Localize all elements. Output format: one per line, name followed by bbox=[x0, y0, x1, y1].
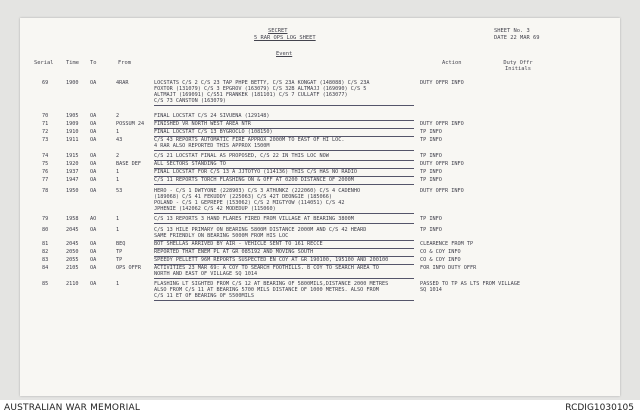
serial-cell: 80 bbox=[42, 227, 49, 233]
serial-cell: 76 bbox=[42, 169, 49, 175]
serial-cell: 72 bbox=[42, 129, 49, 135]
from-cell: TP bbox=[116, 257, 123, 263]
time-cell: 2050 bbox=[66, 249, 79, 255]
from-cell: 1 bbox=[116, 169, 120, 175]
from-cell: 1 bbox=[116, 129, 120, 135]
event-cell bbox=[154, 265, 379, 277]
event-line: FINISHED VR NORTH WEST AREA NTR bbox=[154, 121, 251, 127]
column-header-time: Time bbox=[66, 60, 79, 66]
sheet-date: DATE 22 MAR 69 bbox=[494, 35, 540, 41]
from-cell: 2 bbox=[116, 113, 120, 119]
event-cell bbox=[154, 188, 360, 212]
from-cell: 1 bbox=[116, 281, 120, 287]
time-cell: 2110 bbox=[66, 281, 79, 287]
from-cell: 1 bbox=[116, 227, 120, 233]
event-cell bbox=[154, 169, 357, 175]
to-cell: OA bbox=[90, 249, 97, 255]
entry-underline bbox=[154, 184, 414, 185]
archive-reference: RCDIG1030105 bbox=[565, 403, 634, 413]
event-line: 4 RAR ALSO REPORTED THIS APPROX 1500M bbox=[154, 143, 270, 149]
sheet-number: SHEET No. 3 bbox=[494, 28, 530, 34]
time-cell: 1911 bbox=[66, 137, 79, 143]
event-line: SPEEDY PELLETT 96M REPORTS SUSPECTED EN COY AT GR 190100, 195100 AND 200100 bbox=[154, 257, 389, 263]
to-cell: OA bbox=[90, 80, 97, 86]
action-cell: DUTY OFFR INFO bbox=[420, 188, 464, 194]
event-line: ALSO FROM C/S 11 AT BEARING 5700 MILS DISTANCE OF 1000 METRES. ALSO FROM bbox=[154, 287, 379, 293]
event-line: C/S 43 REPORTS AUTOMATIC FIRE APPROX 2000M TO EAST OF HI LOC. bbox=[154, 137, 345, 143]
event-cell bbox=[154, 216, 354, 222]
action-cell: DUTY OFFR INFO bbox=[420, 80, 464, 86]
event-line: C/S 13 REPORTS 3 HAND FLARES FIRED FROM VILLAGE AT BEARING 3800M bbox=[154, 216, 354, 222]
event-line: JPHENIE (142062 C/S 42 MODEDUP (115060) bbox=[154, 206, 276, 212]
action-cell: TP INFO bbox=[420, 129, 442, 135]
to-cell: AO bbox=[90, 216, 97, 222]
serial-cell: 85 bbox=[42, 281, 49, 287]
archive-footer bbox=[0, 400, 640, 417]
from-cell: 4RAR bbox=[116, 80, 129, 86]
to-cell: OA bbox=[90, 153, 97, 159]
action-cell: CLEARENCE FROM TP bbox=[420, 241, 474, 247]
action-cell: TP INFO bbox=[420, 137, 442, 143]
time-cell: 1900 bbox=[66, 80, 79, 86]
action-cell: DUTY OFFR INFO bbox=[420, 121, 464, 127]
serial-cell: 84 bbox=[42, 265, 49, 271]
event-line: C/S 11 REPORTS TORCH FLASHING ON & OFF AT 0200 DISTANCE OF 2000M bbox=[154, 177, 354, 183]
event-cell bbox=[154, 281, 388, 299]
time-cell: 1909 bbox=[66, 121, 79, 127]
to-cell: OA bbox=[90, 257, 97, 263]
time-cell: 1947 bbox=[66, 177, 79, 183]
time-cell: 1910 bbox=[66, 129, 79, 135]
action-cell: CO & COY INFO bbox=[420, 257, 461, 263]
event-cell bbox=[154, 241, 323, 247]
column-header-initials: Duty Offr Initials bbox=[503, 60, 533, 72]
to-cell: OA bbox=[90, 265, 97, 271]
time-cell: 1915 bbox=[66, 153, 79, 159]
event-line: SAME FRIENDLY ON BEARING 5000M FROM HIS LOC bbox=[154, 233, 289, 239]
event-line: (189068) C/S 41 FEKUDDY (225063) C/S 42T DEONGIE (185066) bbox=[154, 194, 333, 200]
event-cell bbox=[154, 257, 388, 263]
entry-underline bbox=[154, 150, 414, 151]
to-cell: OA bbox=[90, 121, 97, 127]
column-header-serial: Serial bbox=[34, 60, 54, 66]
time-cell: 2055 bbox=[66, 257, 79, 263]
serial-cell: 69 bbox=[42, 80, 49, 86]
to-cell: OA bbox=[90, 161, 97, 167]
serial-cell: 71 bbox=[42, 121, 49, 127]
event-cell bbox=[154, 80, 370, 104]
time-cell: 1920 bbox=[66, 161, 79, 167]
from-cell: 43 bbox=[116, 137, 123, 143]
action-cell: FOR INFO DUTY OFFR bbox=[420, 265, 477, 271]
from-cell: 2 bbox=[116, 153, 120, 159]
event-cell bbox=[154, 177, 354, 183]
time-cell: 1950 bbox=[66, 188, 79, 194]
time-cell: 2105 bbox=[66, 265, 79, 271]
log-sheet bbox=[20, 18, 620, 396]
serial-cell: 82 bbox=[42, 249, 49, 255]
event-line: ALTMAJT (169091) C/S51 FRANKEK (181101) C/S 7 CULLATF (163077) bbox=[154, 92, 348, 98]
action-cell: TP INFO bbox=[420, 169, 442, 175]
event-cell bbox=[154, 249, 313, 255]
event-line: REPORTED THAT ENEM PL AT GR 085192 AND MOVING SOUTH bbox=[154, 249, 314, 255]
unit-title: 5 RAR OPS LOG SHEET bbox=[254, 35, 316, 41]
serial-cell: 78 bbox=[42, 188, 49, 194]
to-cell: OA bbox=[90, 137, 97, 143]
from-cell: 1 bbox=[116, 177, 120, 183]
serial-cell: 81 bbox=[42, 241, 49, 247]
from-cell: BASE DEF bbox=[116, 161, 141, 167]
column-header-event: Event bbox=[276, 51, 293, 57]
event-line: FINAL LOCSTAT C/S 13 BYGROCLO (108150) bbox=[154, 129, 273, 135]
entry-underline bbox=[154, 223, 414, 224]
event-line: C/S 21 LOCSTAT FINAL AS PROPOSED, C/S 22 IN THIS LOC NOW bbox=[154, 153, 329, 159]
entry-underline bbox=[154, 300, 414, 301]
from-cell: POSSUM 24 bbox=[116, 121, 145, 127]
column-header-action: Action bbox=[442, 60, 462, 66]
serial-cell: 83 bbox=[42, 257, 49, 263]
entry-underline bbox=[154, 278, 414, 279]
to-cell: OA bbox=[90, 113, 97, 119]
to-cell: OA bbox=[90, 188, 97, 194]
event-line: FINAL LOCSTAT C/S 24 SIVUENA (129148) bbox=[154, 113, 270, 119]
time-cell: 2045 bbox=[66, 227, 79, 233]
to-cell: OA bbox=[90, 169, 97, 175]
from-cell: TP bbox=[116, 249, 123, 255]
secret-classification: SECRET bbox=[268, 28, 288, 34]
event-line: FLASHING LT SIGHTED FROM C/S 12 AT BEARING OF 5800MILS,DISTANCE 2000 METRES bbox=[154, 281, 389, 287]
event-line: NORTH AND EAST OF VILLAGE SQ 1014 bbox=[154, 271, 258, 277]
action-cell: TP INFO bbox=[420, 177, 442, 183]
event-cell bbox=[154, 129, 273, 135]
entry-underline bbox=[154, 213, 414, 214]
event-line: C/S 73 CANSTON (163079) bbox=[154, 98, 226, 104]
to-cell: OA bbox=[90, 281, 97, 287]
to-cell: OA bbox=[90, 227, 97, 233]
event-cell bbox=[154, 121, 251, 127]
serial-cell: 77 bbox=[42, 177, 49, 183]
event-line: ACTIVITIES 23 MAR 69: A COY TO SEARCH FOOTHILLS. B COY TO SEARCH AREA TO bbox=[154, 265, 379, 271]
event-line: C/S 11 ET OF BEARING OF 5500MILS bbox=[154, 293, 254, 299]
serial-cell: 79 bbox=[42, 216, 49, 222]
event-line: POLAND - C/S 1 GEPREPE (153062) C/S 2 MIGTYOW (114051) C/S 42 bbox=[154, 200, 345, 206]
to-cell: OA bbox=[90, 129, 97, 135]
to-cell: OA bbox=[90, 241, 97, 247]
event-line: BOT SHELLAS ARRIVED BY AIR - VEHICLE SENT TO 161 RECCE bbox=[154, 241, 323, 247]
column-header-to: To bbox=[90, 60, 97, 66]
action-cell: TP INFO bbox=[420, 216, 442, 222]
time-cell: 1958 bbox=[66, 216, 79, 222]
event-cell bbox=[154, 161, 226, 167]
from-cell: 1 bbox=[116, 216, 120, 222]
to-cell: OA bbox=[90, 177, 97, 183]
event-cell bbox=[154, 227, 366, 239]
serial-cell: 74 bbox=[42, 153, 49, 159]
from-cell: OPS OFFR bbox=[116, 265, 141, 271]
action-cell: PASSED TO TP AS LTS FROM VILLAGE SQ 1014 bbox=[420, 281, 520, 293]
event-line: C/S 13 HILE PRIMARY ON BEARING 5800M DISTANCE 2000M AND C/S 42 HEARD bbox=[154, 227, 367, 233]
entry-underline bbox=[154, 105, 414, 106]
time-cell: 1937 bbox=[66, 169, 79, 175]
event-line: ALL SECTORS STANDING TO bbox=[154, 161, 226, 167]
event-line: HERO - C/S 1 DWTYONE (228903) C/S 3 ATHUNKZ (222060) C/S 4 CADENHO bbox=[154, 188, 361, 194]
time-cell: 2045 bbox=[66, 241, 79, 247]
action-cell: CO & COY INFO bbox=[420, 249, 461, 255]
action-cell: TP INFO bbox=[420, 153, 442, 159]
serial-cell: 73 bbox=[42, 137, 49, 143]
event-line: FINAL LOCSTAT FOR C/S 13 A JJTOTYO (114136) THIS C/S HAS NO RADIO bbox=[154, 169, 358, 175]
action-cell: DUTY OFFR INFO bbox=[420, 161, 464, 167]
event-cell bbox=[154, 137, 345, 149]
serial-cell: 75 bbox=[42, 161, 49, 167]
serial-cell: 70 bbox=[42, 113, 49, 119]
archive-name: AUSTRALIAN WAR MEMORIAL bbox=[4, 403, 141, 413]
time-cell: 1905 bbox=[66, 113, 79, 119]
event-cell bbox=[154, 113, 270, 119]
event-line: FOXTOR (131079) C/S 3 EPGROV (163079) C/S 32B ALTMAJJ (169090) C/S 5 bbox=[154, 86, 367, 92]
from-cell: BEQ bbox=[116, 241, 126, 247]
event-line: LOCSTATS C/S 2 C/S 23 TAP PHPE BETTY, C/S 23A KONGAT (148088) C/S 23A bbox=[154, 80, 370, 86]
action-cell: TP INFO bbox=[420, 227, 442, 233]
event-cell bbox=[154, 153, 329, 159]
from-cell: 53 bbox=[116, 188, 123, 194]
column-header-from: From bbox=[118, 60, 131, 66]
